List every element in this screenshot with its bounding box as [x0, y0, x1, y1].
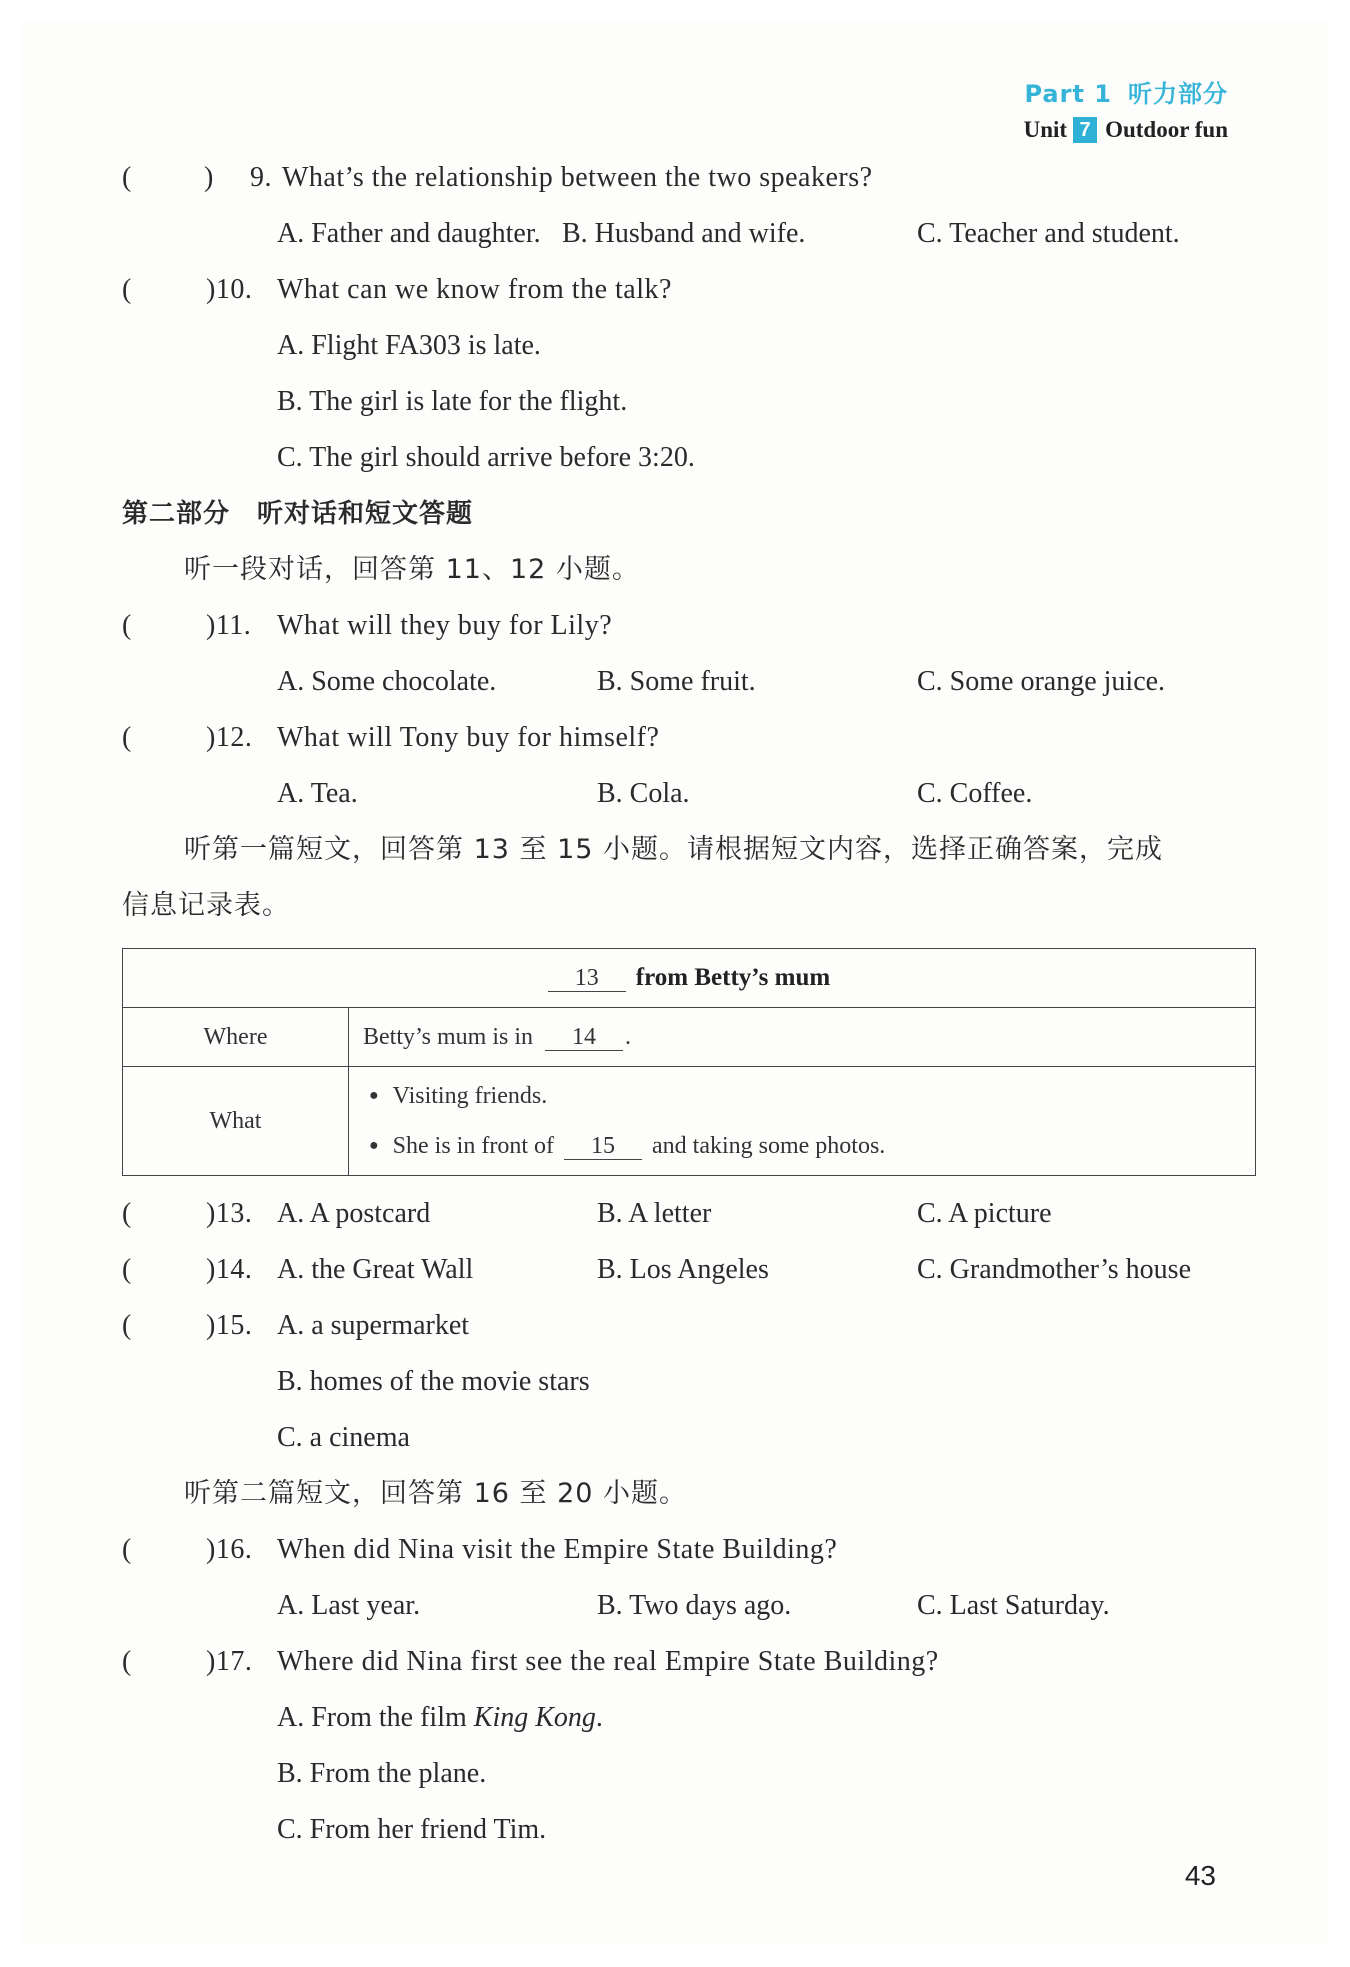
question-11-options	[122, 654, 1262, 710]
question-16-text: When did Nina visit the Empire State Building?	[277, 1534, 838, 1565]
question-12-options	[122, 766, 1262, 822]
unit-number-badge: 7	[1073, 117, 1097, 143]
blank-15[interactable]: 15	[564, 1133, 642, 1160]
passage1-instruction-line2: 信息记录表。	[122, 890, 290, 921]
question-14	[122, 1242, 1262, 1298]
question-10-text: What can we know from the talk?	[277, 274, 672, 305]
question-17-number: )17.	[206, 1646, 253, 1677]
what-item-1: ● Visiting friends.	[349, 1071, 1255, 1121]
what-label: What	[123, 1067, 349, 1176]
option-b: B. Some fruit.	[597, 666, 756, 697]
option-b: B. The girl is late for the flight.	[277, 386, 628, 417]
exercise-content	[122, 150, 1262, 1858]
question-16-number: )16.	[206, 1534, 253, 1565]
where-label: Where	[123, 1008, 349, 1067]
question-9	[122, 150, 1262, 206]
answer-paren-open: (	[122, 610, 132, 641]
question-15-option-c	[122, 1410, 1262, 1466]
option-b: B. Husband and wife.	[562, 218, 806, 249]
option-c: C. Coffee.	[917, 778, 1033, 809]
option-b: B. From the plane.	[277, 1758, 487, 1789]
film-title: King Kong	[473, 1702, 596, 1733]
option-a: A. Tea.	[277, 778, 358, 809]
option-a: A. Father and daughter.	[277, 218, 541, 249]
question-17-option-a	[122, 1690, 1262, 1746]
question-17-text: Where did Nina first see the real Empire State Building?	[277, 1646, 939, 1677]
question-12-text: What will Tony buy for himself?	[277, 722, 660, 753]
info-record-table	[122, 948, 1256, 1176]
option-c: C. Teacher and student.	[917, 218, 1180, 249]
caption-text: from Betty’s mum	[635, 964, 831, 991]
section-title: 第二部分 听对话和短文答题	[122, 499, 474, 529]
question-9-options	[122, 206, 1262, 262]
question-9-text: What’s the relationship between the two speakers?	[282, 162, 873, 193]
answer-paren-open: (	[122, 274, 132, 305]
option-a: A. a supermarket	[277, 1310, 470, 1341]
where-text: Betty’s mum is in	[363, 1023, 534, 1050]
question-10-option-b	[122, 374, 1262, 430]
question-13	[122, 1186, 1262, 1242]
what-item-2-pre: She is in front of	[392, 1133, 554, 1159]
blank-14[interactable]: 14	[545, 1024, 623, 1051]
answer-paren-open: (	[122, 1646, 132, 1677]
question-17-option-b	[122, 1746, 1262, 1802]
option-a	[277, 1690, 603, 1746]
part-title-zh: 听力部分	[1128, 80, 1228, 108]
option-c: C. Grandmother’s house	[917, 1254, 1191, 1285]
question-15	[122, 1298, 1262, 1354]
dialog-instruction: 听一段对话，回答第 11、12 小题。	[184, 554, 640, 585]
question-15-option-b	[122, 1354, 1262, 1410]
question-17-option-c	[122, 1802, 1262, 1858]
option-b: B. A letter	[597, 1198, 712, 1229]
what-value	[349, 1067, 1256, 1176]
blank-13[interactable]: 13	[548, 965, 626, 992]
answer-paren-open: (	[122, 722, 132, 753]
question-14-number: )14.	[206, 1254, 253, 1285]
part-label	[1024, 74, 1228, 109]
question-15-number: )15.	[206, 1310, 253, 1341]
option-a: A. the Great Wall	[277, 1254, 474, 1285]
where-value	[349, 1008, 1256, 1067]
what-item-2	[349, 1121, 1255, 1171]
answer-paren-open: (	[122, 162, 132, 193]
answer-paren-open: (	[122, 1534, 132, 1565]
option-a-pre: A. From the film	[277, 1702, 474, 1733]
passage2-instruction: 听第二篇短文，回答第 16 至 20 小题。	[184, 1478, 688, 1509]
question-17	[122, 1634, 1262, 1690]
answer-paren-open: (	[122, 1310, 132, 1341]
option-a: A. Last year.	[277, 1590, 421, 1621]
page	[22, 22, 1328, 1944]
answer-paren-open: (	[122, 1198, 132, 1229]
question-16-options	[122, 1578, 1262, 1634]
passage1-instruction-line1: 听第一篇短文，回答第 13 至 15 小题。请根据短文内容，选择正确答案，完成	[184, 834, 1164, 865]
option-a-period: .	[595, 1702, 603, 1733]
running-header	[1024, 74, 1228, 143]
answer-paren-close: )	[204, 162, 214, 193]
option-b: B. Los Angeles	[597, 1254, 769, 1285]
question-11	[122, 598, 1262, 654]
option-a: A. Some chocolate.	[277, 666, 497, 697]
question-16	[122, 1522, 1262, 1578]
option-b: B. homes of the movie stars	[277, 1366, 590, 1397]
answer-paren-open: (	[122, 1254, 132, 1285]
question-10	[122, 262, 1262, 318]
what-item-2-post: and taking some photos.	[652, 1133, 886, 1159]
unit-label: Unit	[1023, 117, 1068, 142]
question-13-number: )13.	[206, 1198, 253, 1229]
option-b: B. Two days ago.	[597, 1590, 792, 1621]
unit-line	[1024, 117, 1228, 143]
question-12	[122, 710, 1262, 766]
option-c: C. Last Saturday.	[917, 1590, 1110, 1621]
option-a: A. Flight FA303 is late.	[277, 330, 541, 361]
option-c: C. Some orange juice.	[917, 666, 1166, 697]
option-c: C. From her friend Tim.	[277, 1814, 547, 1845]
question-11-number: )11.	[206, 610, 252, 641]
question-12-number: )12.	[206, 722, 253, 753]
question-11-text: What will they buy for Lily?	[277, 610, 613, 641]
question-10-option-a	[122, 318, 1262, 374]
question-10-option-c	[122, 430, 1262, 486]
option-c: C. a cinema	[277, 1422, 410, 1453]
page-number: 43	[1184, 1860, 1216, 1891]
option-a: A. A postcard	[277, 1198, 431, 1229]
question-9-number: 9.	[250, 162, 272, 193]
table-caption	[123, 949, 1256, 1008]
unit-title: Outdoor fun	[1105, 117, 1228, 142]
option-c: C. The girl should arrive before 3:20.	[277, 442, 695, 473]
question-10-number: )10.	[206, 274, 253, 305]
option-b: B. Cola.	[597, 778, 690, 809]
part-number: Part 1	[1024, 80, 1112, 108]
option-c: C. A picture	[917, 1198, 1052, 1229]
where-period: .	[625, 1023, 632, 1050]
